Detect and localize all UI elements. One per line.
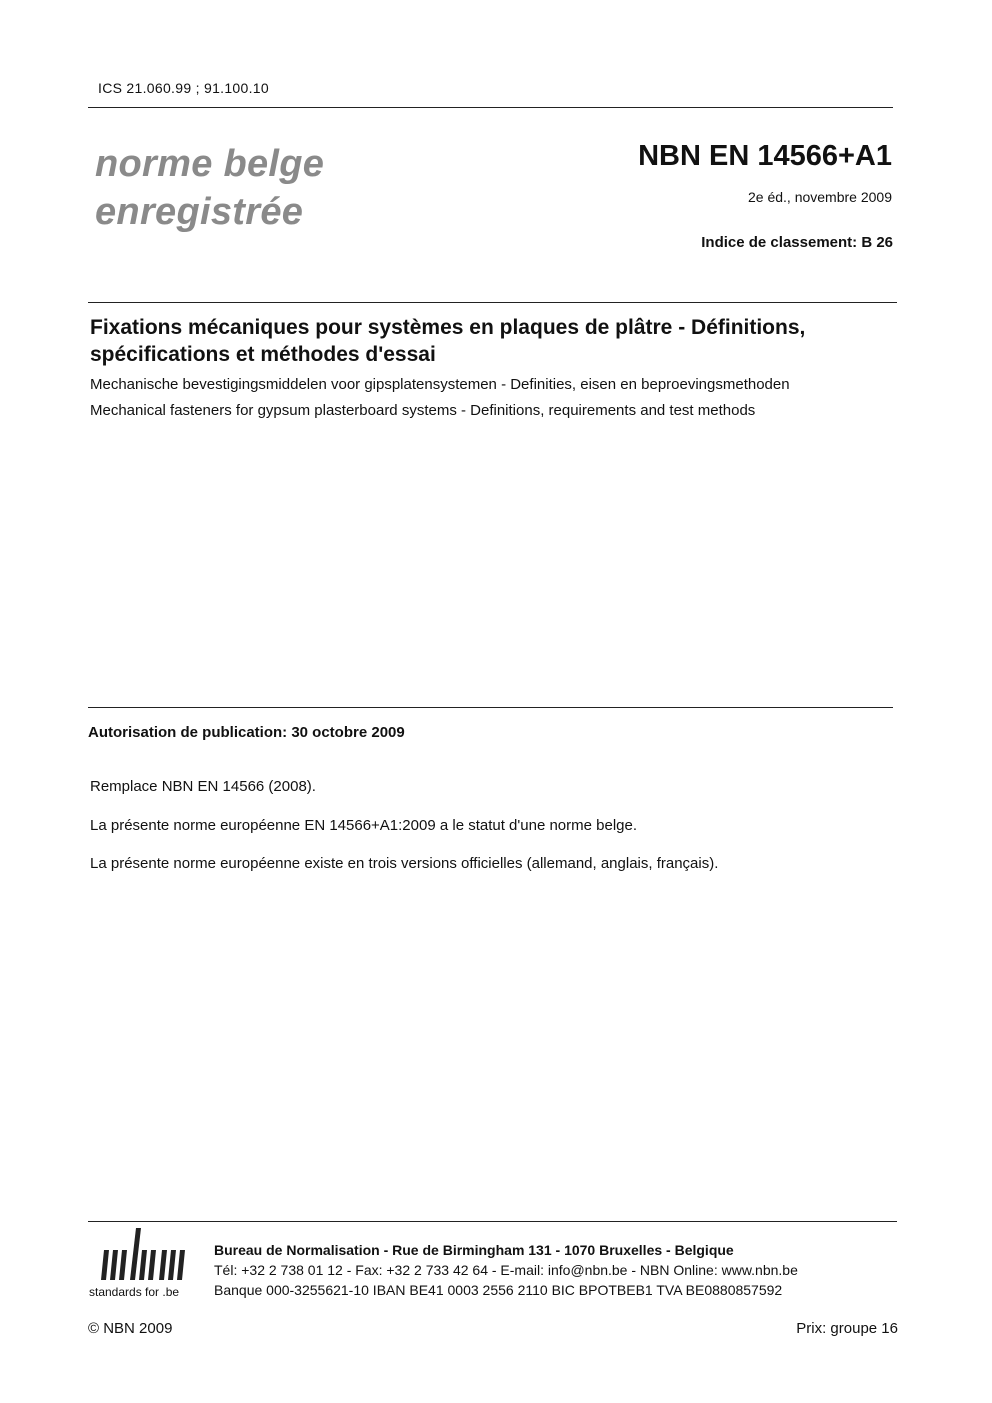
footer-address: Bureau de Normalisation - Rue de Birmingham 131 - 1070 Bruxelles - Belgique <box>214 1242 734 1258</box>
norme-line-2: enregistrée <box>95 191 304 233</box>
edition-date: 2e éd., novembre 2009 <box>748 189 892 205</box>
publication-divider <box>88 707 893 708</box>
title-divider <box>88 302 897 303</box>
nbn-logo <box>88 1228 200 1304</box>
footer-divider <box>88 1221 897 1222</box>
title-french: Fixations mécaniques pour systèmes en plaques de plâtre - Définitions, spécifications et méthodes d'essai <box>90 316 806 366</box>
paragraph-versions: La présente norme européenne existe en trois versions officielles (allemand, anglais, français). <box>90 855 719 872</box>
title-english: Mechanical fasteners for gypsum plasterboard systems - Definitions, requirements and test methods <box>90 402 756 419</box>
ics-codes: ICS 21.060.99 ; 91.100.10 <box>98 80 269 96</box>
norme-belge-heading <box>95 140 324 236</box>
standard-number: NBN EN 14566+A1 <box>638 140 892 172</box>
nbn-logo-icon <box>88 1228 200 1286</box>
paragraph-status: La présente norme européenne EN 14566+A1:2009 a le statut d'une norme belge. <box>90 817 638 834</box>
norme-line-1: norme belge <box>95 143 325 185</box>
indice-classement: Indice de classement: B 26 <box>701 234 893 251</box>
paragraph-replaces: Remplace NBN EN 14566 (2008). <box>90 778 316 795</box>
title-dutch: Mechanische bevestigingsmiddelen voor gipsplatensystemen - Definities, eisen en beproevingsmethoden <box>90 376 790 393</box>
header-divider <box>88 107 893 108</box>
footer-contact: Tél: +32 2 738 01 12 - Fax: +32 2 733 42 64 - E-mail: info@nbn.be - NBN Online: www.nbn.be <box>214 1262 798 1278</box>
price-group: Prix: groupe 16 <box>796 1320 898 1337</box>
footer-bank: Banque 000-3255621-10 IBAN BE41 0003 2556 2110 BIC BPOTBEB1 TVA BE0880857592 <box>214 1282 783 1298</box>
copyright: © NBN 2009 <box>88 1320 173 1337</box>
logo-tagline: standards for .be <box>89 1285 180 1299</box>
publication-authorisation: Autorisation de publication: 30 octobre 2009 <box>88 724 405 741</box>
